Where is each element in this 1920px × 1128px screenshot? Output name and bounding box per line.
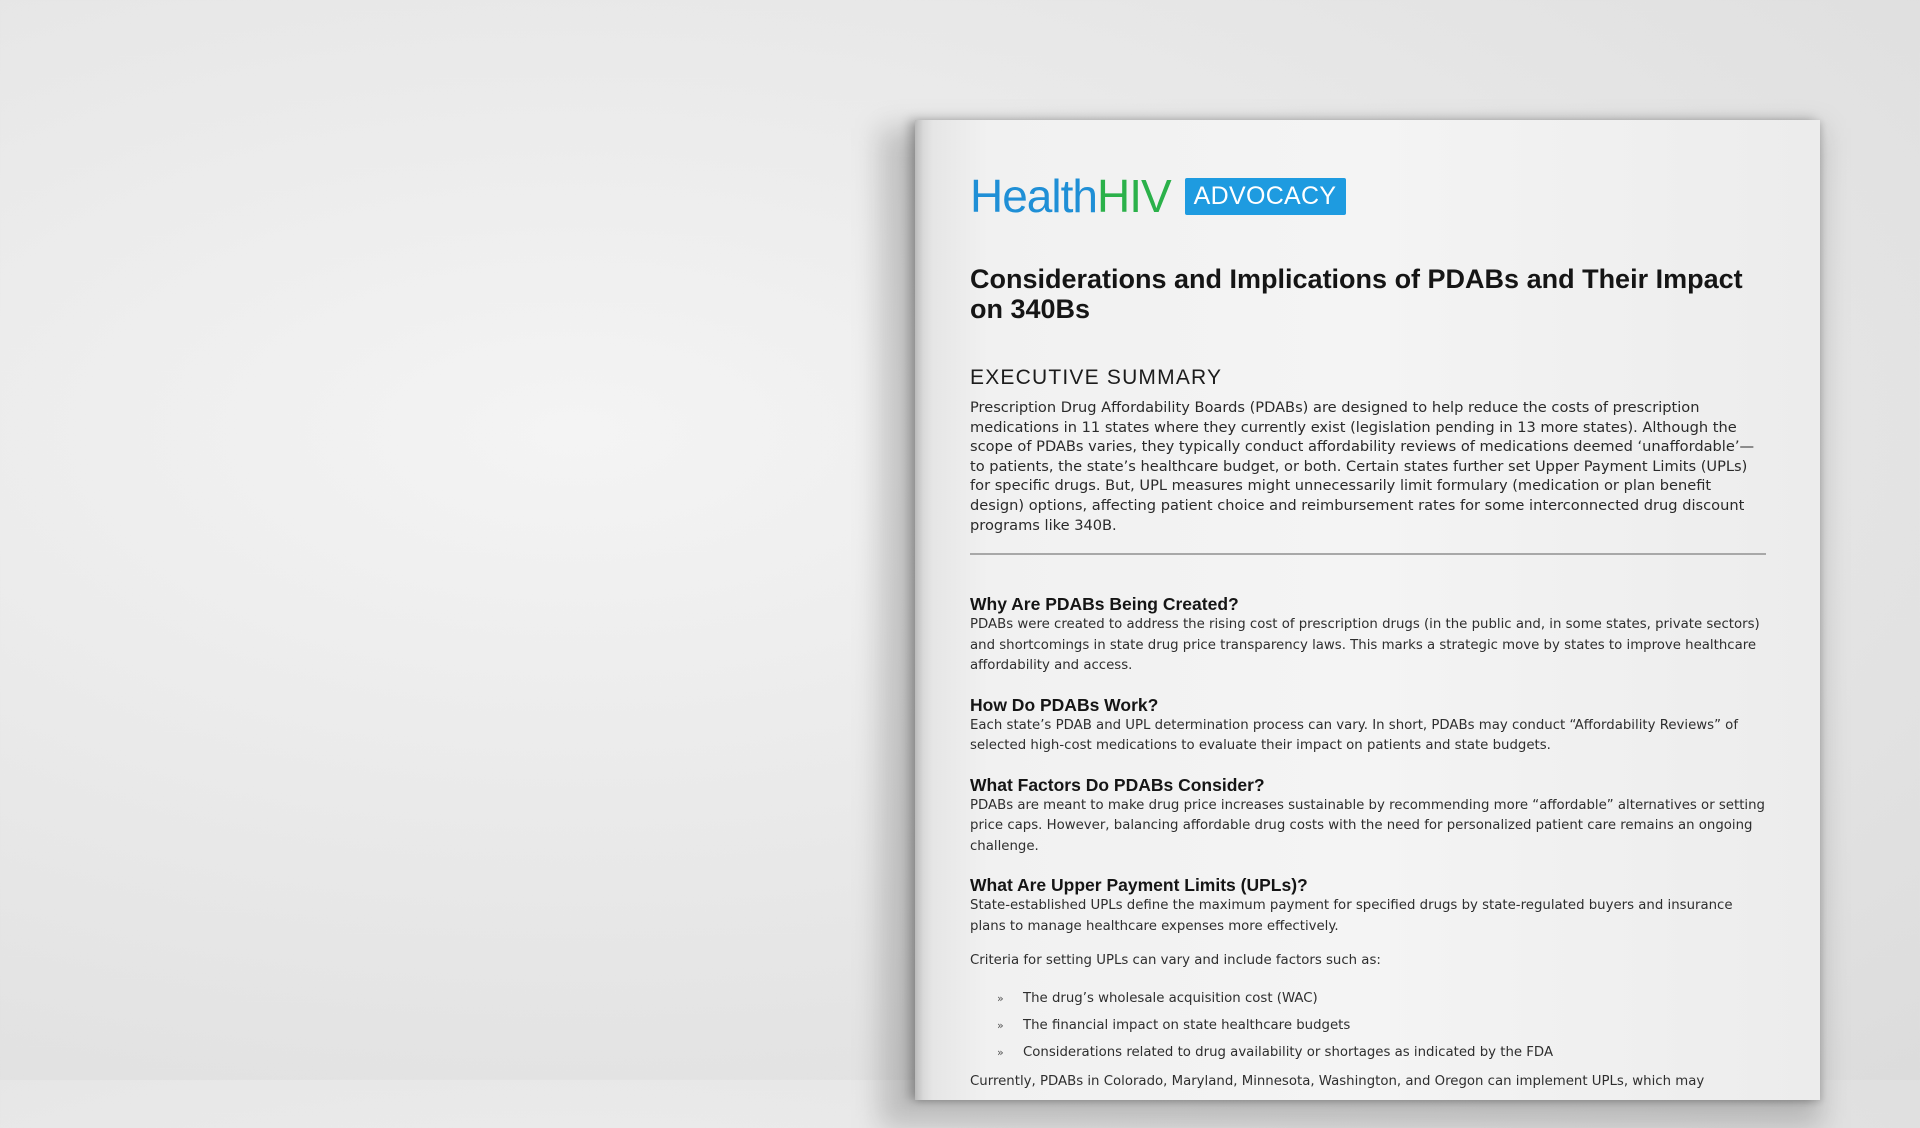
logo-health-text: Health (970, 170, 1097, 222)
section-body: Each state’s PDAB and UPL determination process can vary. In short, PDABs may conduct “Affordability Reviews” of selected high-cost medications to evaluate their impact on patients and state budgets. (970, 717, 1738, 754)
section-heading: What Factors Do PDABs Consider? (970, 774, 1265, 795)
list-item-text: The financial impact on state healthcare budgets (1023, 1018, 1351, 1034)
healthhiv-advocacy-logo (970, 168, 1766, 224)
bullet-chevron-icon: » (997, 992, 1004, 1006)
section-body: State-established UPLs define the maximum payment for specified drugs by state-regulated buyers and insurance plans to manage healthcare expenses more effectively. (970, 898, 1733, 934)
list-item (970, 1039, 1766, 1066)
closing-paragraph: Currently, PDABs in Colorado, Maryland, Minnesota, Washington, and Oregon can implement UPLs, which may (970, 1074, 1705, 1090)
document-title: Considerations and Implications of PDABs and Their Impact on 340Bs (970, 264, 1743, 324)
executive-summary-body: Prescription Drug Affordability Boards (PDABs) are designed to help reduce the costs of prescription medications in 11 states where they currently exist (legislation pending in 13 more states). Although the scope of PDABs varies, they typically conduct affordability reviews of medications deemed ‘unaffordable’—to patients, the state’s healthcare budget, or both. Certain states further set Upper Payment Limits (UPLs) for specific drugs. But, UPL measures might unnecessarily limit formulary (medication or plan benefit design) options, affecting patient choice and reimbursement rates for some interconnected drug discount programs like 340B. (970, 399, 1755, 534)
section-heading: Why Are PDABs Being Created? (970, 594, 1239, 615)
section-divider (970, 553, 1766, 555)
document-content (970, 168, 1766, 1092)
section-body: PDABs were created to address the rising cost of prescription drugs (in the public and, in some states, private sectors) and shortcomings in state drug price transparency laws. This marks a strategic move by states to improve healthcare affordability and access. (970, 617, 1760, 674)
criteria-intro: Criteria for setting UPLs can vary and include factors such as: (970, 953, 1381, 969)
list-item (970, 1012, 1766, 1039)
section-how-pdabs-work (970, 694, 1766, 757)
section-body: PDABs are meant to make drug price increases sustainable by recommending more “affordable” alternatives or setting price caps. However, balancing affordable drug costs with the need for personalized patient care remains an ongoing challenge. (970, 797, 1765, 854)
brochure-spine (915, 120, 933, 1100)
brochure-page (915, 120, 1820, 1100)
logo-hiv-text: HIV (1096, 170, 1171, 222)
section-factors (970, 774, 1766, 858)
bullet-chevron-icon: » (997, 1046, 1004, 1060)
section-heading: What Are Upper Payment Limits (UPLs)? (970, 875, 1308, 896)
executive-summary-heading: EXECUTIVE SUMMARY (970, 366, 1223, 389)
section-heading: How Do PDABs Work? (970, 694, 1159, 715)
bullet-chevron-icon: » (997, 1019, 1004, 1033)
criteria-list (970, 985, 1766, 1066)
list-item (970, 985, 1766, 1012)
list-item-text: The drug’s wholesale acquisition cost (WAC) (1023, 991, 1318, 1007)
list-item-text: Considerations related to drug availability or shortages as indicated by the FDA (1023, 1045, 1554, 1061)
section-upls (970, 874, 1766, 937)
logo-advocacy-badge: ADVOCACY (1185, 178, 1347, 215)
section-why-pdabs (970, 593, 1766, 677)
